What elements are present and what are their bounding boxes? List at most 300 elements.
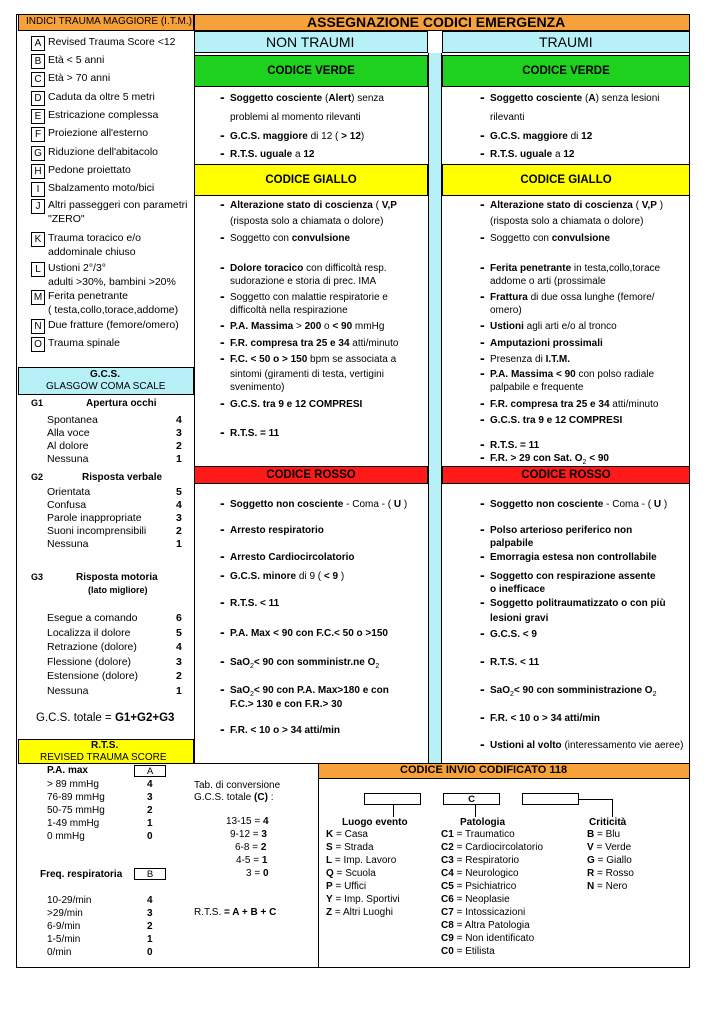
itm-letter-box: H [31,164,45,179]
criteria-bold: R.T.S. uguale [230,149,293,160]
criteria-line [230,232,350,246]
rts-item-score: 0 [147,831,153,842]
rts-item-score: 3 [147,908,153,919]
gcs-item-score: 3 [176,655,182,668]
criteria-bold: U [653,499,662,510]
patologia-title: Patologia [460,817,506,828]
code-key: C6 [441,894,454,905]
itm-item-label: Età > 70 anni [48,72,111,84]
criteria-line [490,414,622,428]
itm-item-label-2: ( testa,collo,torace,addome) [48,304,179,316]
bullet-dash: - [220,334,225,350]
criteria-line [230,368,384,382]
bullet-dash: - [480,229,485,245]
bullet-dash: - [220,424,225,440]
fr-box: B [134,868,166,880]
criteria-line [230,597,279,611]
criteria-bold: G.C.S. < 9 [490,629,537,640]
subscript: 2 [510,691,514,698]
criteria-line [230,381,284,395]
itm-item-label: Proiezione all'esterno [48,127,149,139]
itm-item-label: Sbalzamento moto/bici [48,182,155,194]
criteria-text: (interessamento vie aeree) [561,740,684,751]
code-value: Psichiatrico [465,881,517,892]
criteria-text: difficoltà nella respirazione [230,305,348,316]
code-key: C7 [441,907,454,918]
criteria-bold: Alert [328,93,352,104]
criteria-text: bpm se associata a [307,354,397,365]
conv-item-range: 4-5 = [236,855,262,866]
code-key: C8 [441,920,454,931]
criteria-line [490,656,539,670]
criteria-line [230,320,384,334]
codice-giallo-nontraumi: CODICE GIALLO [194,164,428,196]
criteria-bold: R.T.S. uguale [490,149,553,160]
code-key: Q [326,868,334,879]
criteria-bold: 12 [563,149,575,160]
gcs-item-label: Nessuna [47,538,89,550]
rts-item-score: 3 [147,792,153,803]
itm-letter-box: I [31,182,45,197]
code-value: Giallo [606,855,632,866]
criteria-text: Presenza di [490,354,546,365]
rts-formula [194,907,276,918]
code-value: Altra Patologia [464,920,530,931]
bullet-dash: - [220,624,225,640]
criteria-line [230,427,279,441]
code-key: C1 [441,829,454,840]
rts-item-score: 4 [147,779,153,790]
bullet-dash: - [220,681,225,697]
criteria-line [490,262,660,276]
criteria-bold: Ferita penetrante [490,263,572,274]
code-eq: = [453,920,465,931]
code-item [441,868,519,879]
criteria-bold: SaO [490,685,511,696]
itm-letter-box: K [31,232,45,247]
criteria-text: atti/minuto [609,399,659,410]
itm-item-label: Due fratture (femore/omero) [48,319,179,331]
conv-title-2 [194,792,273,803]
criteria-bold: < 9 [323,571,339,582]
criteria-bold: Ustioni al volto [490,740,562,751]
code-eq: = [332,842,345,853]
bullet-dash: - [480,288,485,304]
criteria-bold: G.C.S. tra 9 e 12 COMPRESI [230,399,363,410]
criteria-bold: palpabile [490,538,534,549]
criteria-text: atti/minuto [349,338,399,349]
criteria-bold: Soggetto cosciente [490,93,583,104]
rts-item-label: 10-29/min [47,895,92,906]
criteria-line [490,232,610,246]
code-value: Neoplasie [465,894,510,905]
criteria-text: sudorazione e storia di prec. IMA [230,276,377,287]
conv-item [230,829,267,840]
code-eq: = [332,855,344,866]
bullet-dash: - [480,436,485,452]
criteria-line [490,524,632,538]
gcs-item-label: Spontanea [47,414,98,426]
conv-item [235,842,266,853]
g1-title: Apertura occhi [86,398,157,409]
bullet-dash: - [480,709,485,725]
g2-title: Risposta verbale [82,472,163,483]
itm-item-label: Ustioni 2°/3° [48,262,107,274]
conv-item [236,855,267,866]
criteria-line [230,724,340,738]
criteria-line [230,262,387,276]
bullet-dash: - [480,365,485,381]
criteria-line [490,291,655,305]
criteria-line [490,398,658,412]
subscript: 2 [250,691,254,698]
criteria-bold: R.T.S. = 11 [490,440,540,451]
code-item [587,881,627,892]
itm-letter-box: C [31,72,45,87]
criteria-line [230,291,388,305]
code-value: Traumatico [465,829,515,840]
code-key: Z [326,907,333,918]
code-value: Intossicazioni [465,907,526,918]
itm-item-label: Caduta da oltre 5 metri [48,91,155,103]
criteria-text: ( [322,93,329,104]
criteria-text: ) [401,499,408,510]
criteria-text: - Coma - ( [603,499,654,510]
codice-118-left-border [318,763,319,968]
code-value: Imp. Lavoro [343,855,397,866]
gcs-item-label: Parole inappropriate [47,512,142,524]
gcs-item-score: 2 [176,525,182,537]
criteria-text: agli arti e/o al tronco [523,321,617,332]
criteria-bold: convulsione [551,233,611,244]
subscript: 2 [250,663,254,670]
bullet-dash: - [220,567,225,583]
criteria-text: di [567,131,582,142]
g1-code: G1 [31,398,44,408]
gcs-item-label: Esegue a comando [47,612,138,624]
criteria-bold: 200 [304,321,322,332]
itm-title: INDICI TRAUMA MAGGIORE (I.T.M.) [26,16,192,27]
rts-item-label: >29/min [47,908,83,919]
rts-item-label: 1-5/min [47,934,81,945]
criteria-line [230,627,388,641]
itm-letter-box: F [31,127,45,142]
code-value: Non identificato [465,933,535,944]
code-eq: = [332,881,345,892]
criteria-line [490,215,643,229]
code-value: Cardiocircolatorio [465,842,544,853]
gcs-item-score: 2 [176,440,182,452]
code-value: Imp. Sportivi [344,894,400,905]
criteria-text: ( [372,200,382,211]
code-eq: = [453,829,466,840]
bullet-dash: - [220,288,225,304]
criteria-text: di 12 ( [307,131,342,142]
gcs-item-score: 4 [176,641,182,653]
left-column-border [194,31,195,763]
criteria-line [490,583,545,597]
conv-item-value: 4 [262,816,269,827]
criteria-bold: F.R. < 10 o > 34 atti/min [490,713,601,724]
code-item [326,894,400,905]
criteria-text: problemi al momento rilevanti [230,112,361,123]
code-value: Uffici [344,881,367,892]
rts-item-label: 50-75 mmHg [47,805,105,816]
code-item [326,829,368,840]
code-value: Neurologico [465,868,519,879]
bullet-dash: - [220,89,225,105]
itm-item-label-2: adulti >30%, bambini >20% [48,276,176,288]
criteria-line [490,148,574,162]
gcs-item-label: Retrazione (dolore) [47,641,137,653]
rts-item-label: 0 mmHg [47,831,85,842]
itm-letter-box: G [31,146,45,161]
code-eq: = [593,842,606,853]
bullet-dash: - [480,317,485,333]
itm-item-label-2: addominale chiuso [48,246,136,258]
code-eq: = [594,855,607,866]
code-key: R [587,868,595,879]
criteria-bold: Alterazione stato di coscienza [230,200,373,211]
itm-letter-box: E [31,109,45,124]
criteria-text: ( [632,200,642,211]
pa-max-label: P.A. max [47,765,88,776]
criteria-text: con difficoltà resp. [303,263,387,274]
code-item [587,868,634,879]
code-eq: = [453,868,466,879]
code-item [441,946,495,957]
bullet-dash: - [220,721,225,737]
gcs-item-label: Nessuna [47,453,89,465]
rts-item-score: 0 [147,947,153,958]
conv-item [226,816,269,827]
conv-item-range: 13-15 = [226,816,263,827]
pa-box: A [134,765,166,777]
code-value: Casa [344,829,368,840]
criteria-bold: G.C.S. maggiore [490,131,568,142]
criteria-bold: F.R. > 29 con Sat. O [490,453,583,464]
bullet-dash: - [480,681,485,697]
gcs-item-score: 5 [176,626,182,639]
code-eq: = [594,868,606,879]
code-key: G [587,855,595,866]
code-eq: = [333,829,345,840]
criteria-line [490,439,539,453]
bullet-dash: - [480,127,485,143]
criteria-text: Soggetto con [230,233,292,244]
gcs-total [36,712,174,724]
bullet-dash: - [220,495,225,511]
criticita-title: Criticità [589,817,627,828]
criteria-line [490,570,656,584]
criteria-line [230,570,344,584]
criteria-text: > [293,321,305,332]
criteria-text: a [292,149,304,160]
luogo-connector-v [393,805,394,817]
gcs-item-label: Suoni incomprensibili [47,525,147,537]
code-item [587,842,631,853]
criteria-line [230,275,376,289]
criteria-bold: < 90 con somministrazione O [513,685,653,696]
code-key: K [326,829,334,840]
bullet-dash: - [220,229,225,245]
criteria-line [490,304,522,318]
criteria-bold: Dolore toracico [230,263,304,274]
criteria-bold: Arresto Cardiocircolatorio [230,552,355,563]
bullet-dash: - [480,495,485,511]
rts-item-score: 1 [147,818,153,829]
criteria-bold: G.C.S. minore [230,571,297,582]
bullet-dash: - [480,567,485,583]
rts-item-score: 2 [147,805,153,816]
code-value: Etilista [465,946,495,957]
criteria-bold: U [393,499,402,510]
criteria-bold: A [588,93,596,104]
itm-letter-box: O [31,337,45,352]
criteria-bold: SaO [230,657,251,668]
itm-letter-box: N [31,319,45,334]
criteria-bold: F.C.> 130 e con F.R.> 30 [230,699,343,710]
criteria-line [490,597,666,611]
criteria-text: ) [661,499,668,510]
luogo-box [364,793,421,805]
conv-item-value: 2 [260,842,267,853]
gcs-item-score: 4 [176,499,182,511]
itm-item-label: Trauma toracico e/o [48,232,141,244]
code-item [587,829,620,840]
code-value: Respiratorio [465,855,520,866]
codice-verde-nontraumi: CODICE VERDE [194,55,428,87]
code-value: Nero [605,881,628,892]
criteria-text: (risposta solo a chiamata o dolore) [230,216,384,227]
criteria-line [490,111,524,125]
criteria-line [230,130,364,144]
bullet-dash: - [480,259,485,275]
criteria-line [230,215,383,229]
code-item [326,842,374,853]
criteria-text: svenimento) [230,382,285,393]
criteria-bold: P.A. Max < 90 con F.C.< 50 o >150 [230,628,388,639]
code-key: C4 [441,868,454,879]
gcs-item-score: 5 [176,486,182,498]
gcs-item-score: 1 [176,453,182,465]
criticita-connector-v [612,799,613,817]
rts-item-label: 6-9/min [47,921,81,932]
criteria-bold: < 90 [332,321,353,332]
criteria-bold: V,P [381,200,397,211]
bullet-dash: - [480,334,485,350]
itm-letter-box: A [31,36,45,51]
criteria-bold: G.C.S. tra 9 e 12 COMPRESI [490,415,623,426]
codice-verde-traumi: CODICE VERDE [442,55,690,87]
criteria-bold: Soggetto con respirazione assente [490,571,656,582]
code-eq: = [332,894,345,905]
criteria-text: Soggetto con [490,233,552,244]
criteria-line [230,111,361,125]
conv-colon: : [267,792,274,803]
rts-item-score: 1 [147,934,153,945]
criteria-line [230,398,362,412]
non-traumi-title: NON TRAUMI [266,34,355,50]
criteria-text: omero) [490,305,522,316]
code-eq: = [453,907,466,918]
code-key: C5 [441,881,454,892]
criteria-line [490,537,533,551]
criteria-bold: P.A. Massima < 90 [490,369,576,380]
g3-title: Risposta motoria [76,572,158,583]
code-item [441,855,519,866]
criteria-text: - Coma - ( [343,499,394,510]
criteria-bold: Soggetto non cosciente [230,499,344,510]
criteria-line [490,130,592,144]
fr-label: Freq. respiratoria [40,869,123,880]
rts-top-line [18,763,318,764]
gcs-item-score: 1 [176,538,182,550]
code-key: L [326,855,333,866]
criteria-line [490,739,683,753]
gcs-item-label: Flessione (dolore) [47,655,132,668]
codice-118-title: CODICE INVIO CODIFICATO 118 [400,764,568,776]
traumi-title: TRAUMI [539,34,593,50]
code-value: Verde [605,842,632,853]
criteria-text: addome o arti (prossimale [490,276,606,287]
code-item [326,868,376,879]
code-key: C0 [441,946,454,957]
criteria-bold: Arresto respiratorio [230,525,324,536]
bullet-dash: - [480,395,485,411]
itm-item-label: Ferita penetrante [48,290,128,302]
criteria-bold: P.A. Massima [230,321,294,332]
criteria-line [490,337,603,351]
itm-item-label-2: "ZERO" [48,213,85,225]
criteria-bold: Frattura [490,292,528,303]
code-eq: = [333,868,346,879]
criteria-text: ) [656,200,664,211]
conv-title-2-text: G.C.S. totale [194,792,252,803]
criteria-bold: convulsione [291,233,351,244]
criteria-line [230,199,397,213]
criteria-bold: Polso arterioso periferico non [490,525,633,536]
conv-item-range: 3 = [246,868,263,879]
criteria-line [490,368,654,382]
code-item [587,855,632,866]
bullet-dash: - [220,259,225,275]
criteria-bold: I.T.M. [545,354,571,365]
bullet-dash: - [480,653,485,669]
code-eq: = [453,946,466,957]
criteria-bold: lesioni gravi [490,613,549,624]
criteria-line [230,92,384,106]
criteria-bold: 12 [303,149,315,160]
criteria-text: in testa,collo,torace [571,263,661,274]
criteria-line [230,304,348,318]
gcs-item-label: Orientata [47,486,91,498]
gcs-item-score: 1 [176,684,182,697]
itm-item-label: Estricazione complessa [48,109,159,121]
rts-subtitle: REVISED TRAUMA SCORE [40,752,167,763]
code-key: C3 [441,855,454,866]
criteria-bold: F.R. compresa tra 25 e 34 [230,338,350,349]
code-item [441,894,510,905]
itm-item-label: Pedone proiettato [48,164,131,176]
gcs-subtitle: GLASGOW COMA SCALE [46,381,166,392]
criticita-box [522,793,579,805]
criteria-line [230,337,398,351]
criteria-line [490,92,660,106]
bullet-dash: - [480,350,485,366]
gcs-item-label: Confusa [47,499,87,511]
g2-code: G2 [31,472,44,482]
